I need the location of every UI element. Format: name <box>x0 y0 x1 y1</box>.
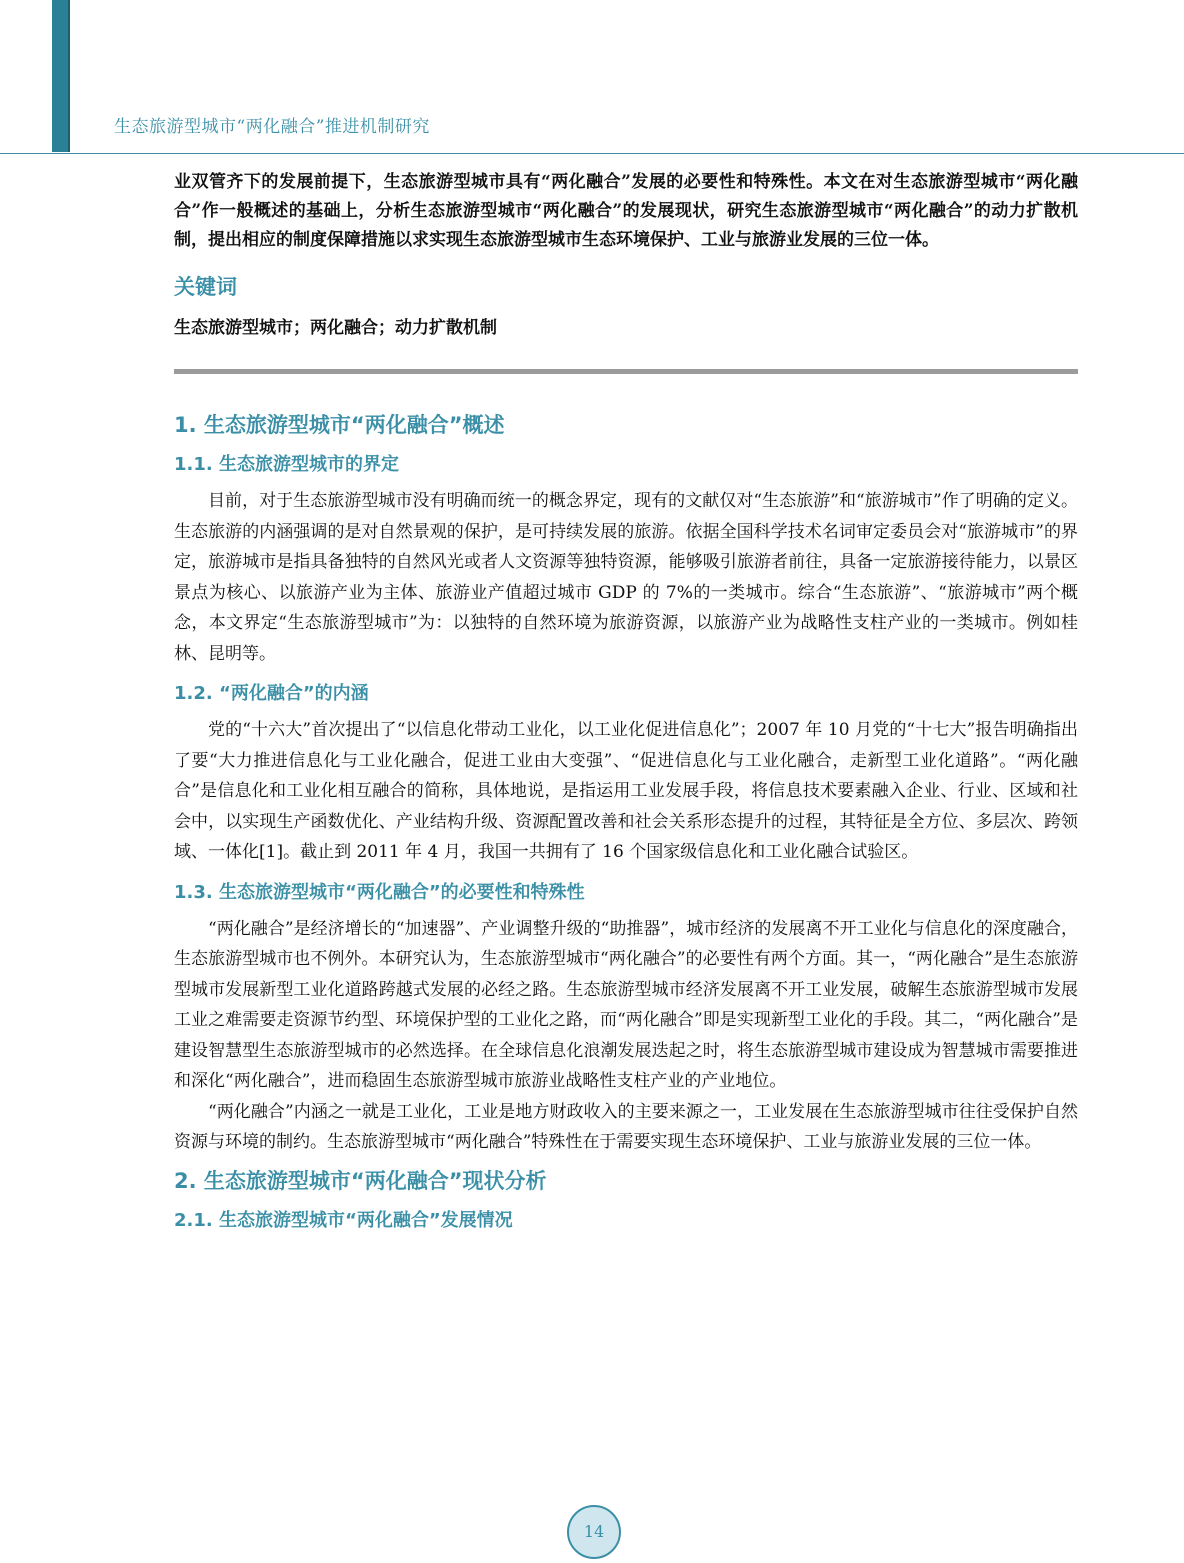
paragraph: 党的“十六大”首次提出了“以信息化带动工业化，以工业化促进信息化”；2007 年 10 月党的“十七大”报告明确指出了要“大力推进信息化与工业化融合，促进工业由大变强”、“促进信息化与工业化融合，走新型工业化道路”。“两化融合”是信息化和工业化相互融合的简称，具体地说，是指运用工业发展手段，将信息技术要素融入企业、行业、区域和社会中，以实现生产函数优化、产业结构升级、资源配置改善和社会关系形态提升的过程，其特征是全方位、多层次、跨领域、一体化[1]。截止到 2011 年 4 月，我国一共拥有了 16 个国家级信息化和工业化融合试验区。 <box>174 720 1078 862</box>
keywords-text: 生态旅游型城市；两化融合；动力扩散机制 <box>174 318 497 338</box>
paragraph: “两化融合”是经济增长的“加速器”、产业调整升级的“助推器”，城市经济的发展离不开工业化与信息化的深度融合，生态旅游型城市也不例外。本研究认为，生态旅游型城市“两化融合”的必要性有两个方面。其一，“两化融合”是生态旅游型城市发展新型工业化道路跨越式发展的必经之路。生态旅游型城市经济发展离不开工业发展，破解生态旅游型城市发展工业之难需要走资源节约型、环境保护型的工业化之路，而“两化融合”即是实现新型工业化的手段。其二，“两化融合”是建设智慧型生态旅游型城市的必然选择。在全球信息化浪潮发展迭起之时，将生态旅游型城市建设成为智慧城市需要推进和深化“两化融合”，进而稳固生态旅游型城市旅游业战略性支柱产业的产业地位。 <box>174 918 1078 1091</box>
page-number-badge <box>567 1505 621 1559</box>
subsection-heading-2-1: 2.1. 生态旅游型城市“两化融合”发展情况 <box>174 1209 513 1231</box>
subsection-heading-1-1: 1.1. 生态旅游型城市的界定 <box>174 454 399 475</box>
section-heading-1: 1. 生态旅游型城市“两化融合”概述 <box>174 413 505 437</box>
keywords-heading: 关键词 <box>174 275 237 299</box>
abstract-text: 业双管齐下的发展前提下，生态旅游型城市具有“两化融合”发展的必要性和特殊性。本文在对生态旅游型城市“两化融合”作一般概述的基础上，分析生态旅游型城市“两化融合”的发展现状，研究生态旅游型城市“两化融合”的动力扩散机制，提出相应的制度保障措施以求实现生态旅游型城市生态环境保护、工业与旅游业发展的三位一体。 <box>174 172 1078 250</box>
paragraph: “两化融合”内涵之一就是工业化，工业是地方财政收入的主要来源之一，工业发展在生态旅游型城市往往受保护自然资源与环境的制约。生态旅游型城市“两化融合”特殊性在于需要实现生态环境保护、工业与旅游业发展的三位一体。 <box>174 1101 1078 1152</box>
subsection-heading-1-3: 1.3. 生态旅游型城市“两化融合”的必要性和特殊性 <box>174 881 585 903</box>
section-heading-2: 2. 生态旅游型城市“两化融合”现状分析 <box>174 1168 547 1193</box>
page-number: 14 <box>583 1522 605 1541</box>
page-content <box>174 168 1078 1242</box>
paragraph: 目前，对于生态旅游型城市没有明确而统一的概念界定，现有的文献仅对“生态旅游”和“旅游城市”作了明确的定义。生态旅游的内涵强调的是对自然景观的保护，是可持续发展的旅游。依据全国科学技术名词审定委员会对“旅游城市”的界定，旅游城市是指具备独特的自然风光或者人文资源等独特资源，能够吸引旅游者前往，具备一定旅游接待能力，以景区景点为核心、以旅游产业为主体、旅游业产值超过城市 GDP 的 7%的一类城市。综合“生态旅游”、“旅游城市”两个概念，本文界定“生态旅游型城市”为：以独特的自然环境为旅游资源，以旅游产业为战略性支柱产业的一类城市。例如桂林、昆明等。 <box>174 491 1078 664</box>
header-side-bar <box>52 0 70 152</box>
running-title: 生态旅游型城市“两化融合”推进机制研究 <box>114 117 430 137</box>
subsection-heading-1-2: 1.2. “两化融合”的内涵 <box>174 683 369 704</box>
section-separator <box>174 369 1078 374</box>
header-rule <box>0 153 1184 154</box>
